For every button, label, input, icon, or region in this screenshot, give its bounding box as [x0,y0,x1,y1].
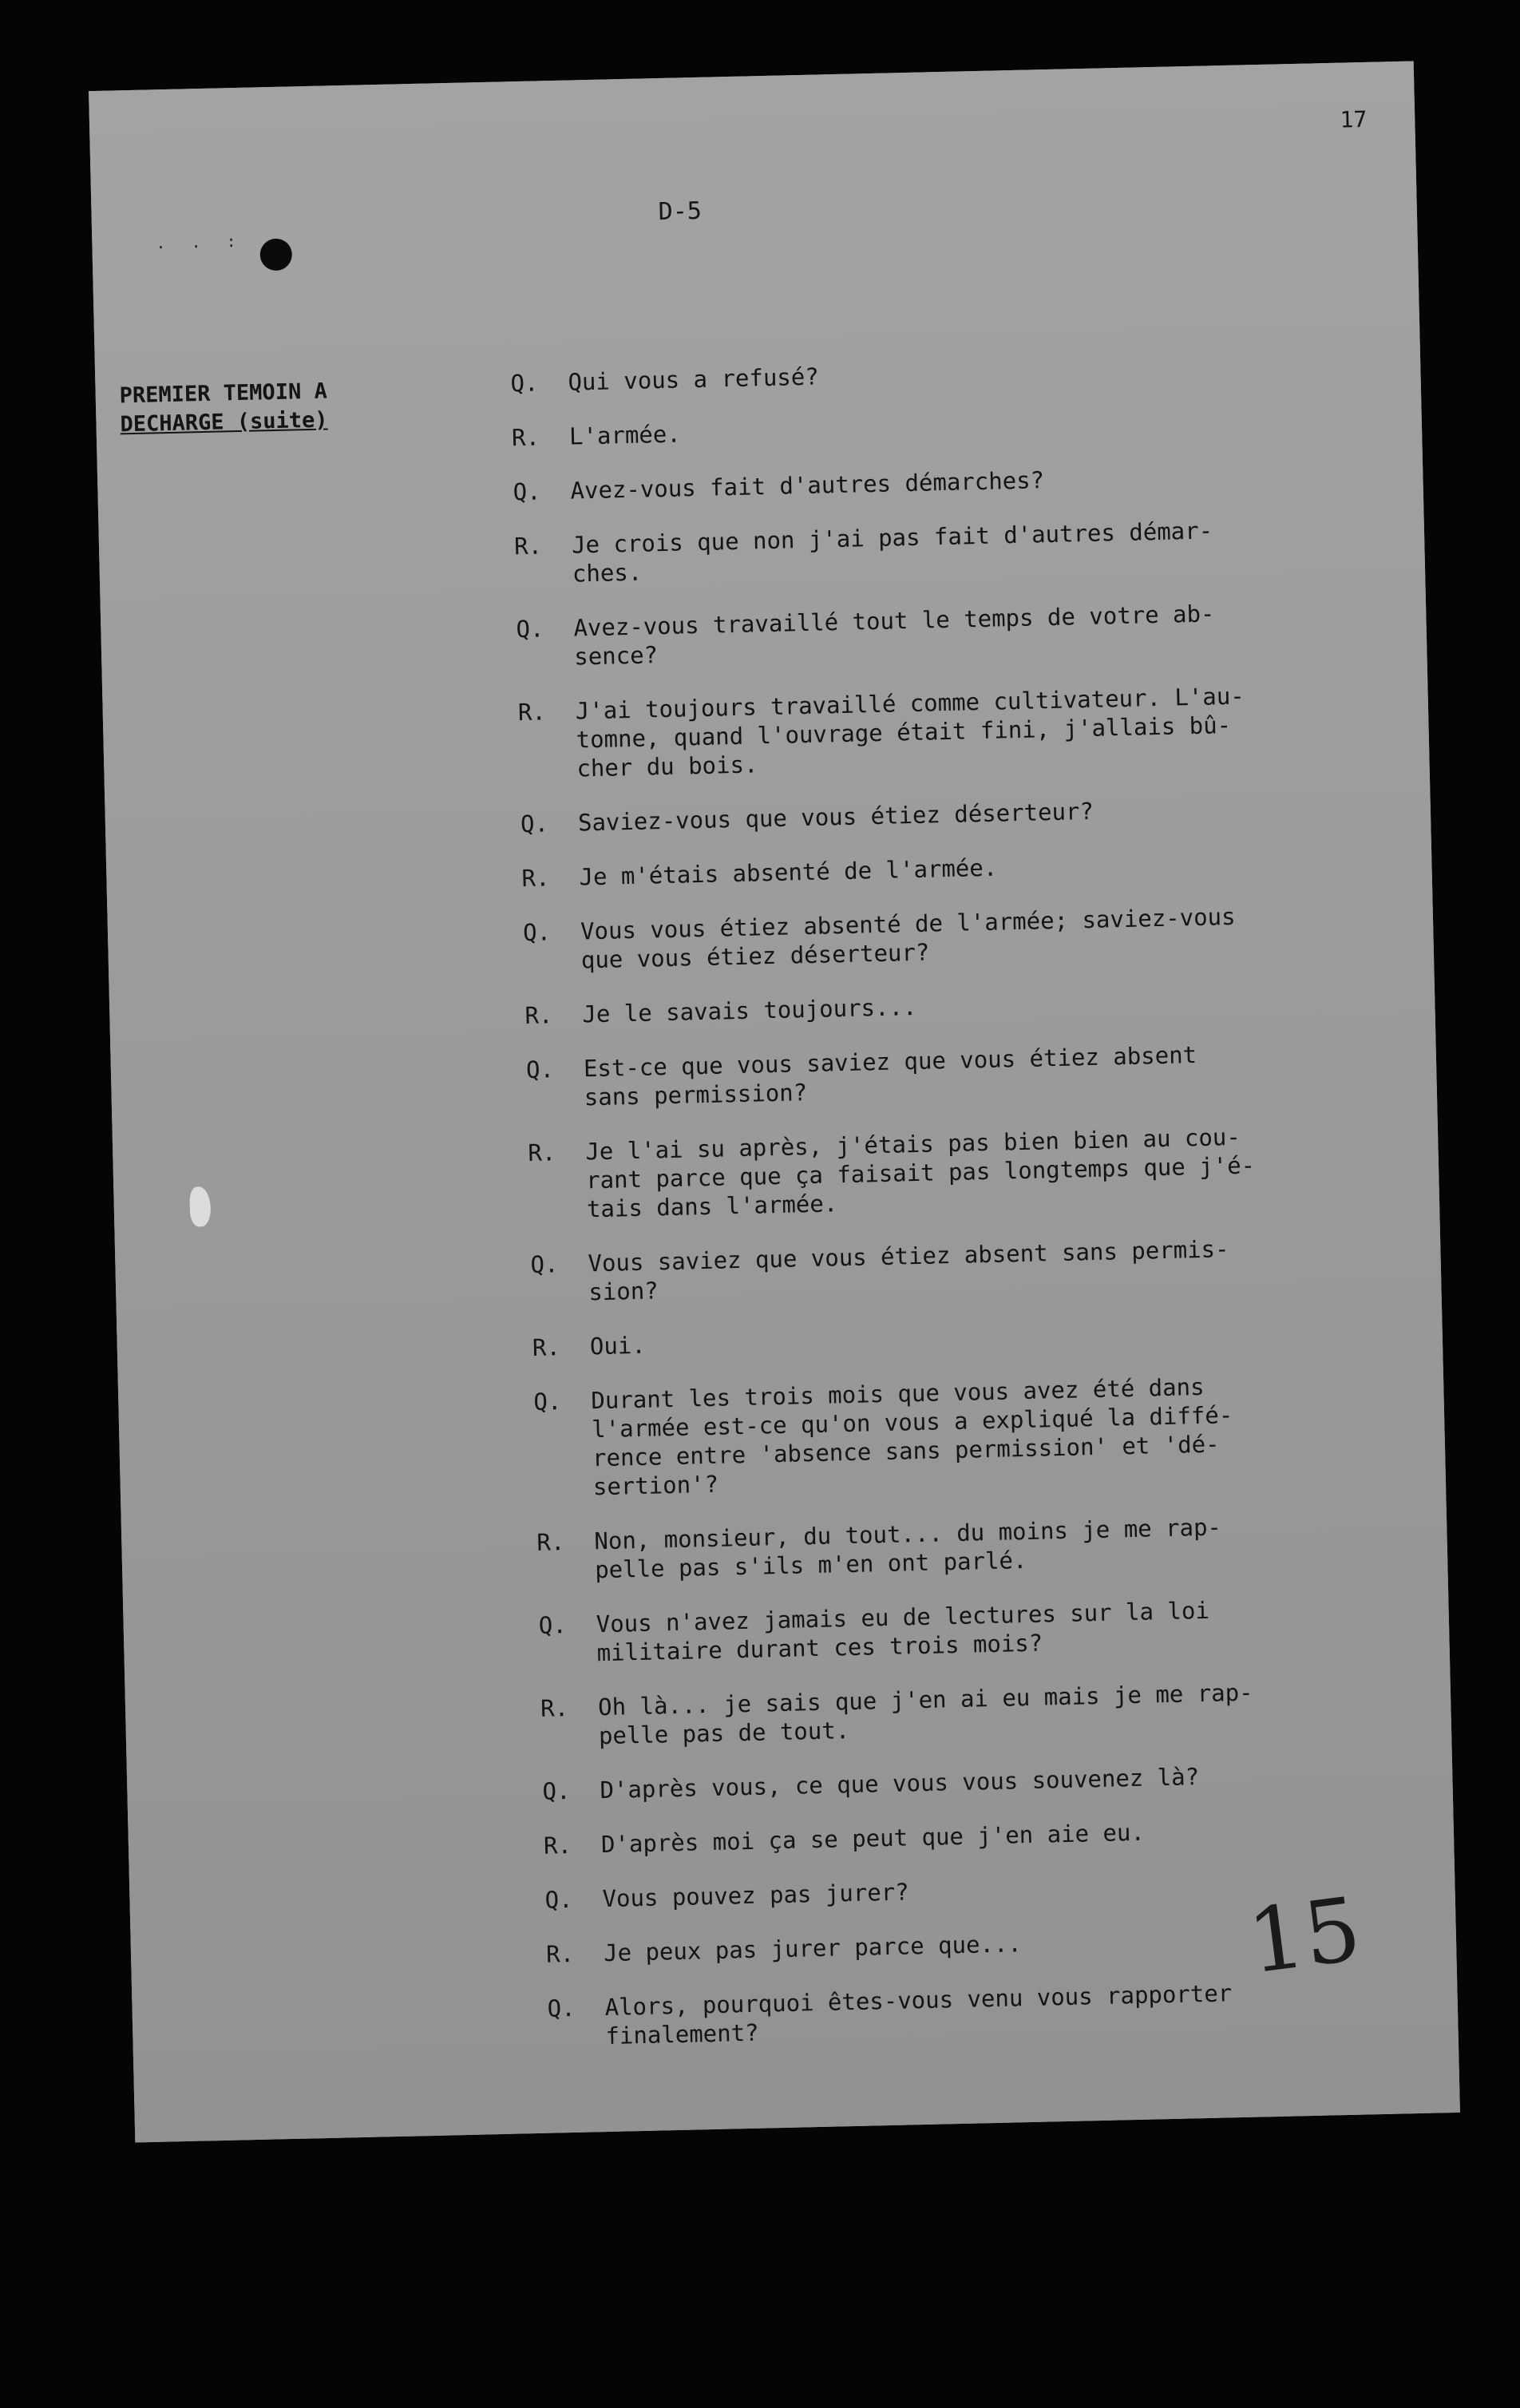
handwritten-number: 15 [1242,1877,1367,1994]
testimony-entry [540,1674,1419,1752]
speaker-marker: R. [536,1528,565,1556]
speaker-marker: R. [517,698,547,727]
testimony-entry [538,1591,1417,1669]
testimony-entry [510,349,1389,398]
entry-text: Vous n'avez jamais eu de lectures sur la loi militaire durant ces trois mois? [596,1596,1210,1667]
speaker-marker: Q. [522,918,552,947]
entry-text: Oh là... je sais que j'en ai eu mais je me rap- pelle pas de tout. [597,1678,1253,1750]
entry-text: L'armée. [568,420,682,450]
speaker-marker: R. [527,1139,556,1167]
entry-text: Durant les trois mois que vous avez été dans l'armée est-ce qu'on vous a expliqué la diffé- rence entre 'absence sans permission' et 'dé- sertion'? [591,1372,1233,1501]
paper-specks: . . : [156,231,244,253]
witness-heading-line2: DECHARGE (suite) [120,407,328,438]
entry-text: Oui. [589,1331,647,1360]
testimony-entry [536,1508,1415,1586]
testimony-entry [513,457,1391,506]
speaker-marker: Q. [533,1388,562,1416]
entry-text: Qui vous a refusé? [568,362,820,396]
speaker-marker: R. [521,864,550,893]
speaker-marker: R. [540,1694,569,1722]
testimony-entry [528,1119,1407,1225]
testimony-entry [526,1036,1405,1113]
entry-text: Je peux pas jurer parce que... [603,1930,1023,1967]
paper-damage-mark [189,1186,211,1227]
entry-text: Non, monsieur, du tout... du moins je me rap- pelle pas s'ils m'en ont parlé. [594,1513,1222,1584]
speaker-marker: R. [543,1832,572,1859]
testimony-entry [514,512,1393,589]
speaker-marker: Q. [513,477,541,506]
entry-text: Je crois que non j'ai pas fait d'autres démar- ches. [571,517,1213,588]
entry-text: Vous vous étiez absenté de l'armée; saviez-vous que vous étiez déserteur? [580,902,1236,974]
testimony-entry [530,1230,1409,1308]
testimony-entry [544,1812,1423,1860]
entry-text: Je l'ai su après, j'étais pas bien bien au cou- rant parce que ça faisait pas longtemps que j'é- tais dans l'armée. [584,1123,1256,1223]
speaker-marker: Q. [547,1994,576,2022]
speaker-marker: Q. [538,1611,568,1639]
testimony-entry [516,595,1395,672]
entry-text: Je m'étais absenté de l'armée. [579,853,998,891]
testimony-entry [517,678,1397,784]
testimony-entry [521,790,1399,838]
entry-text: Je le savais toujours... [582,992,917,1028]
speaker-marker: Q. [544,1885,573,1914]
punch-hole [259,238,292,271]
speaker-marker: R. [524,1001,553,1030]
entry-text: D'après moi ça se peut que j'en aie eu. [600,1818,1146,1859]
entry-text: Avez-vous fait d'autres démarches? [570,466,1045,505]
speaker-marker: R. [511,423,540,452]
testimony-entry [524,981,1403,1030]
testimony-entry [532,1313,1411,1362]
entry-text: Saviez-vous que vous étiez déserteur? [577,797,1094,837]
entry-text: J'ai toujours travaillé comme cultivateur. L'au- tomne, quand l'ouvrage était fini, j'allais bû- cher du bois. [575,682,1245,782]
speaker-marker: R. [532,1333,561,1361]
speaker-marker: R. [545,1939,575,1968]
testimony-entry [533,1368,1414,1503]
entry-text: D'après vous, ce que vous vous souvenez là? [600,1763,1200,1804]
testimony-entry [512,403,1391,452]
witness-heading [119,377,328,439]
speaker-marker: Q. [525,1055,555,1084]
entry-text: Vous saviez que vous étiez absent sans permis- sion? [588,1235,1229,1306]
speaker-marker: Q. [520,810,549,838]
entry-text: Est-ce que vous saviez que vous étiez absent sans permission? [583,1040,1197,1111]
entry-text: Alors, pourquoi êtes-vous venu vous rapporter finalement? [604,1979,1233,2050]
testimony-entry [521,844,1400,893]
entry-text: Vous pouvez pas jurer? [602,1878,909,1913]
entry-text: Avez-vous travaillé tout le temps de votre ab- sence? [573,600,1215,671]
speaker-marker: Q. [516,615,544,644]
page-number: 17 [1340,105,1368,133]
speaker-marker: Q. [530,1250,559,1278]
speaker-marker: Q. [510,369,539,398]
testimony-dialogue [510,349,1427,2077]
speaker-marker: R. [513,532,543,560]
witness-heading-line1: PREMIER TEMOIN A [119,378,328,409]
document-page [89,61,1460,2143]
speaker-marker: Q. [542,1777,571,1805]
testimony-entry [523,898,1402,976]
testimony-entry [542,1757,1421,1806]
section-code: D-5 [658,196,703,227]
